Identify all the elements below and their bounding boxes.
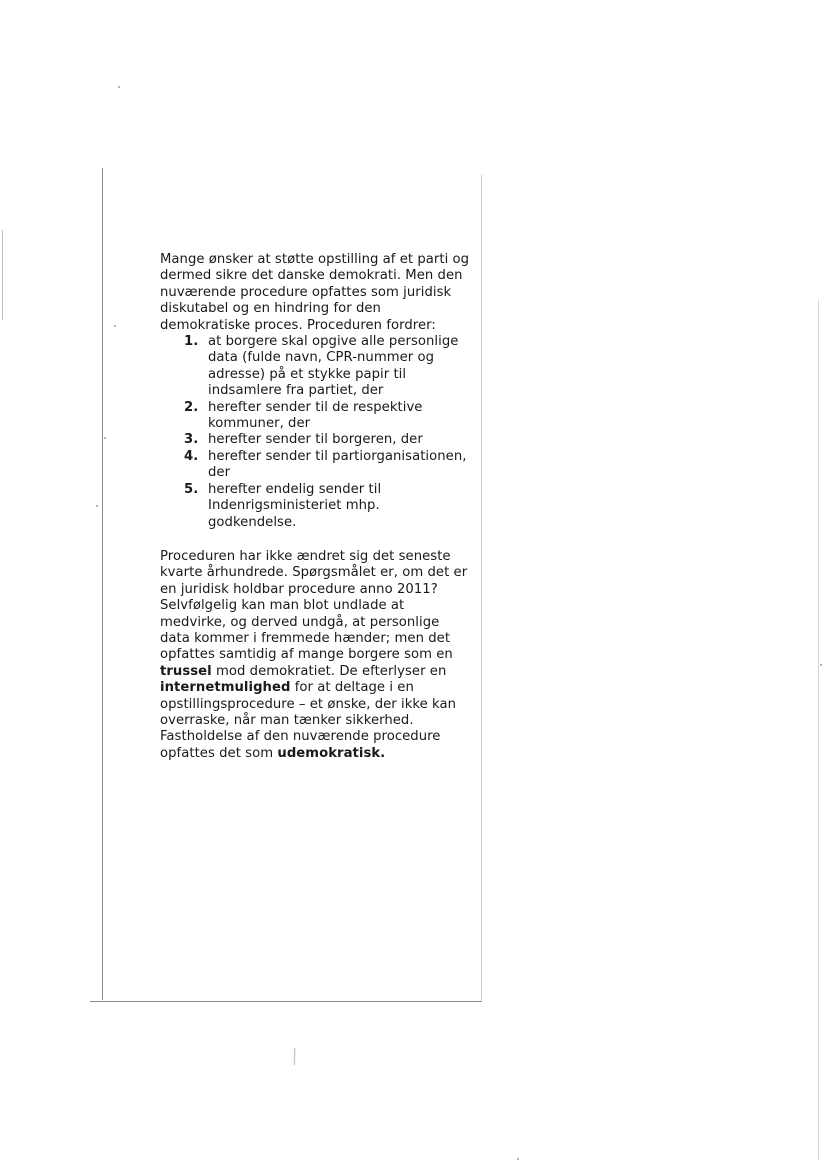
emphasis-udemokratisk: udemokratisk. (277, 745, 386, 761)
emphasis-trussel: trussel (160, 663, 212, 679)
scan-speck (114, 325, 116, 327)
step-text: at borgere skal opgive alle personlige data (fulde navn, CPR-nummer og adresse) på et stykke papir til indsamlere fra partiet, der (208, 334, 459, 399)
step-text: herefter sender til partiorganisationen, der (208, 448, 467, 481)
body-paragraph (160, 549, 470, 762)
scan-speck (96, 505, 98, 507)
step-number: 4. (184, 448, 199, 464)
scan-smudge: ⁄ (287, 1045, 303, 1068)
scan-edge-left (2, 230, 3, 320)
procedure-step (160, 400, 470, 433)
procedure-step (160, 432, 470, 448)
step-text: herefter endelig sender til Indenrigsministeriet mhp. godkendelse. (208, 481, 382, 530)
procedure-step (160, 449, 470, 482)
scan-edge-right (818, 300, 819, 1160)
step-text: herefter sender til borgeren, der (208, 432, 423, 448)
clipping-border-bottom (90, 1001, 482, 1002)
intro-paragraph: Mange ønsker at støtte opstilling af et parti og dermed sikre det danske demokrati. Men den nuværende procedure opfattes som juridisk diskutabel og en hindring for den demokratiske proces. Proceduren fordrer: (160, 252, 470, 333)
scan-speck (104, 437, 106, 439)
scan-speck (118, 86, 120, 88)
step-number: 3. (184, 432, 199, 448)
clipping-border-right (481, 175, 482, 1001)
step-text: herefter sender til de respektive kommuner, der (208, 399, 423, 432)
procedure-step (160, 482, 470, 531)
procedure-step (160, 334, 470, 400)
step-number: 2. (184, 399, 199, 415)
scan-speck (517, 1158, 519, 1160)
body-text-part: Proceduren har ikke ændret sig det seneste kvarte århundrede. Spørgsmålet er, om det er en juridisk holdbar procedure anno 2011? Selvfølgelig kan man blot undlade at medvirke, og derved undgå, at personlige data kommer i fremmede hænder; men det opfattes samtidig af mange borgere som en (160, 548, 468, 663)
clipping-border-left (102, 168, 103, 1000)
step-number: 5. (184, 481, 199, 497)
body-text-part: for at deltage i en opstillingsprocedure – et ønske, der ikke kan overraske, når man tænker sikkerhed. Fastholdelse af den nuværende procedure opfattes det som (160, 680, 457, 761)
scan-speck (820, 664, 822, 666)
step-number: 1. (184, 334, 199, 350)
procedure-steps (160, 334, 470, 531)
body-text-part: mod demokratiet. De efterlyser en (215, 663, 447, 679)
letter-excerpt (160, 252, 470, 762)
emphasis-internetmulighed: internetmulighed (160, 680, 291, 696)
